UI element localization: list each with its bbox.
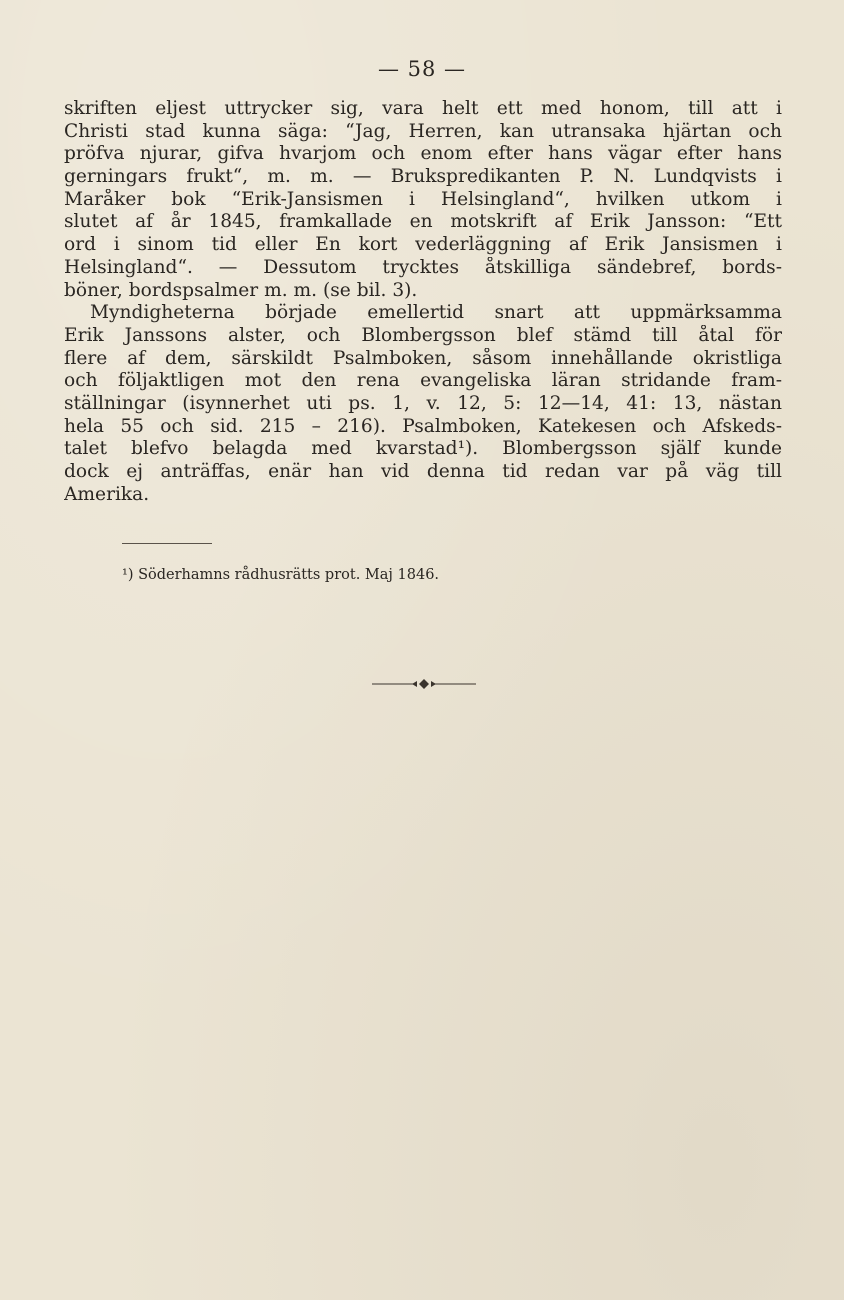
paragraph-1 — [64, 98, 782, 302]
text-line: skriften eljest uttrycker sig, vara helt ett med honom, till att i — [64, 98, 782, 119]
end-ornament-icon — [372, 676, 476, 692]
text-line: ställningar (isynnerhet uti ps. 1, v. 12, 5: 12—14, 41: 13, nästan — [64, 392, 782, 414]
body-text — [64, 98, 782, 506]
text-line: gerningars frukt“, m. m. — Brukspredikanten P. N. Lundqvists i — [64, 166, 782, 188]
footnote-divider — [122, 543, 212, 544]
text-line: talet blefvo belagda med kvarstad¹). Blombergsson själf kunde — [64, 438, 782, 460]
page-number: — 58 — — [377, 57, 467, 81]
footnote-text: Söderhamns rådhusrätts prot. Maj 1846. — [138, 567, 440, 583]
text-line: Maråker bok “Erik-Jansismen i Helsingland“, hvilken utkom i — [64, 188, 782, 210]
footnote — [122, 566, 439, 584]
text-line: ord i sinom tid eller En kort vederläggning af Erik Jansismen i — [64, 234, 782, 256]
text-line: Myndigheterna började emellertid snart att uppmärksamma — [90, 302, 782, 324]
text-line: Christi stad kunna säga: “Jag, Herren, kan utransaka hjärtan och — [64, 120, 782, 142]
footnote-marker: ¹) — [122, 567, 134, 583]
paragraph-2 — [64, 302, 782, 506]
text-line: dock ej anträffas, enär han vid denna tid redan var på väg till — [64, 461, 782, 482]
text-line: Erik Janssons alster, och Blombergsson blef stämd till åtal för — [64, 324, 782, 346]
text-line: pröfva njurar, gifva hvarjom och enom efter hans vägar efter hans — [64, 143, 782, 165]
text-line: slutet af år 1845, framkallade en motskrift af Erik Jansson: “Ett — [64, 211, 782, 233]
text-line: och följaktligen mot den rena evangeliska läran stridande fram- — [64, 370, 782, 392]
text-line: böner, bordspsalmer m. m. (se bil. 3). — [64, 279, 418, 301]
text-line: flere af dem, särskildt Psalmboken, såsom innehållande okristliga — [64, 347, 782, 369]
text-line: Amerika. — [64, 483, 150, 505]
text-line: Helsingland“. — Dessutom trycktes åtskilliga sändebref, bords- — [64, 256, 782, 278]
text-line: hela 55 och sid. 215 – 216). Psalmboken, Katekesen och Afskeds- — [64, 415, 782, 437]
